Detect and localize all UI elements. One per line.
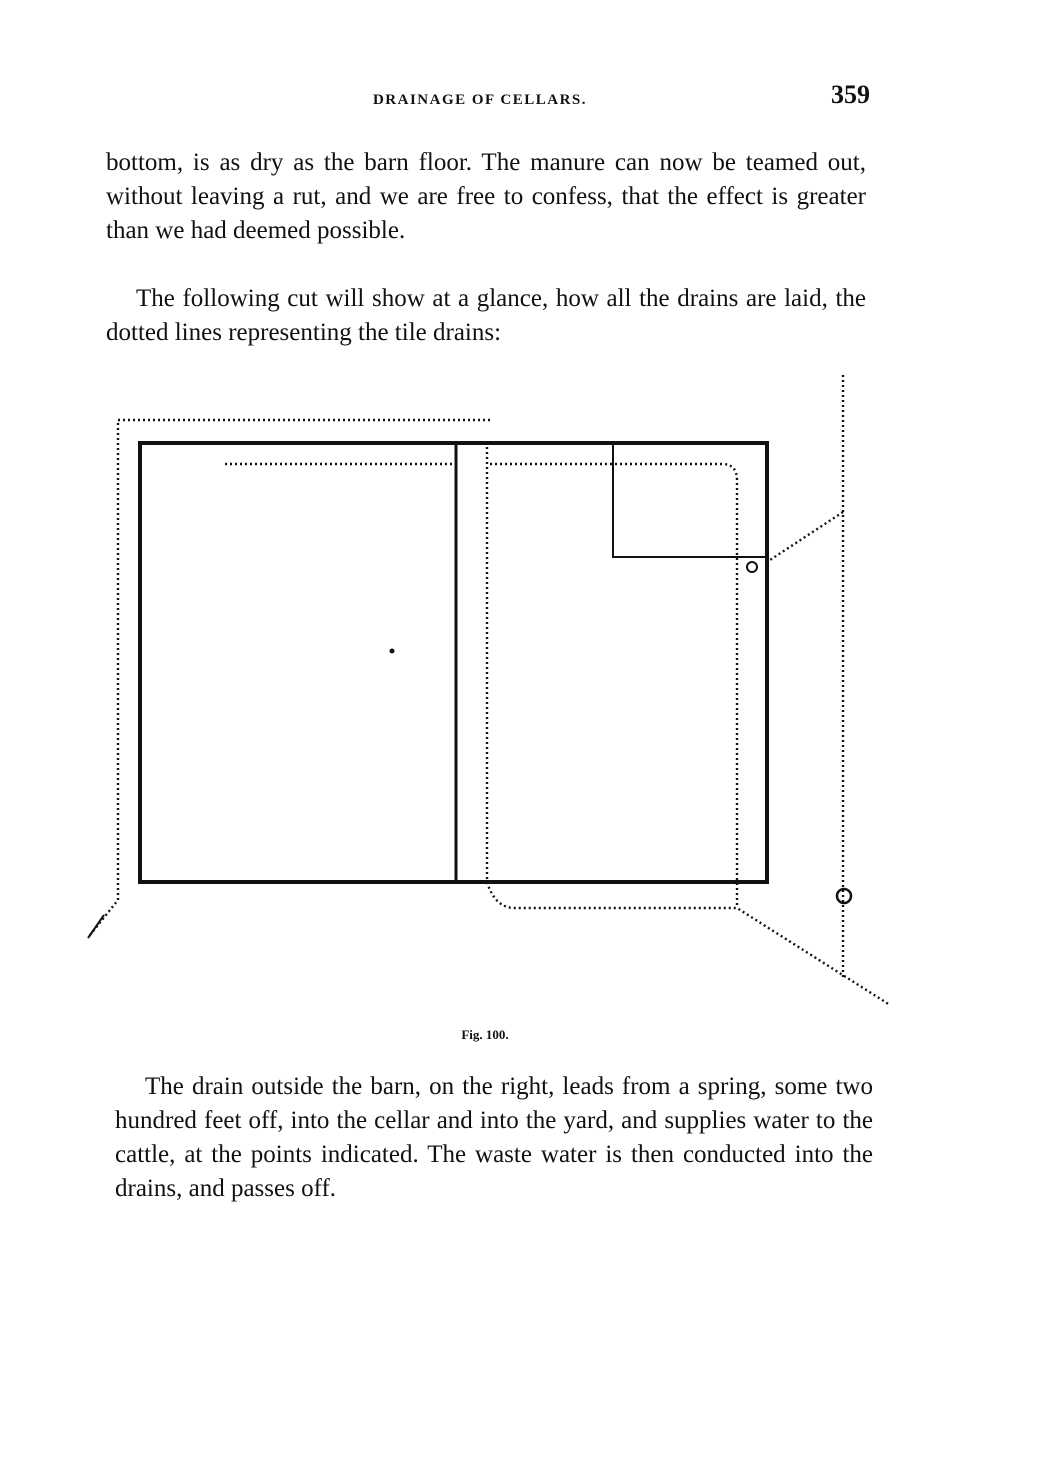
figure-caption: Fig. 100. xyxy=(461,1027,509,1042)
center-dot xyxy=(390,649,395,654)
paragraph-top: bottom, is as dry as the barn floor. The manure can now be teamed out, without leaving a rut, and we are free to confess, that the effect is greater than we had deemed possible. xyxy=(106,149,866,244)
inner-room-wall xyxy=(613,445,767,557)
paragraph-bottom: The drain outside the barn, on the right, leads from a spring, some two hundred feet off, into the cellar and into the yard, and supplies water to the cattle, at the points indicated. The waste water is then conducted into the drains, and passes off. xyxy=(115,1073,873,1202)
watering-point-inner xyxy=(747,562,757,572)
page-number: 359 xyxy=(831,80,870,109)
outer-drain-left xyxy=(90,420,490,935)
drain-bottom xyxy=(487,882,890,1005)
drain-branch xyxy=(770,512,843,560)
running-head: DRAINAGE OF CELLARS. xyxy=(372,92,588,108)
paragraph-cut-intro: The following cut will show at a glance, how all the drains are laid, the dotted lines representing the tile drains: xyxy=(106,285,866,346)
drain-outlet-left xyxy=(88,915,104,938)
barn-outline xyxy=(140,443,767,882)
